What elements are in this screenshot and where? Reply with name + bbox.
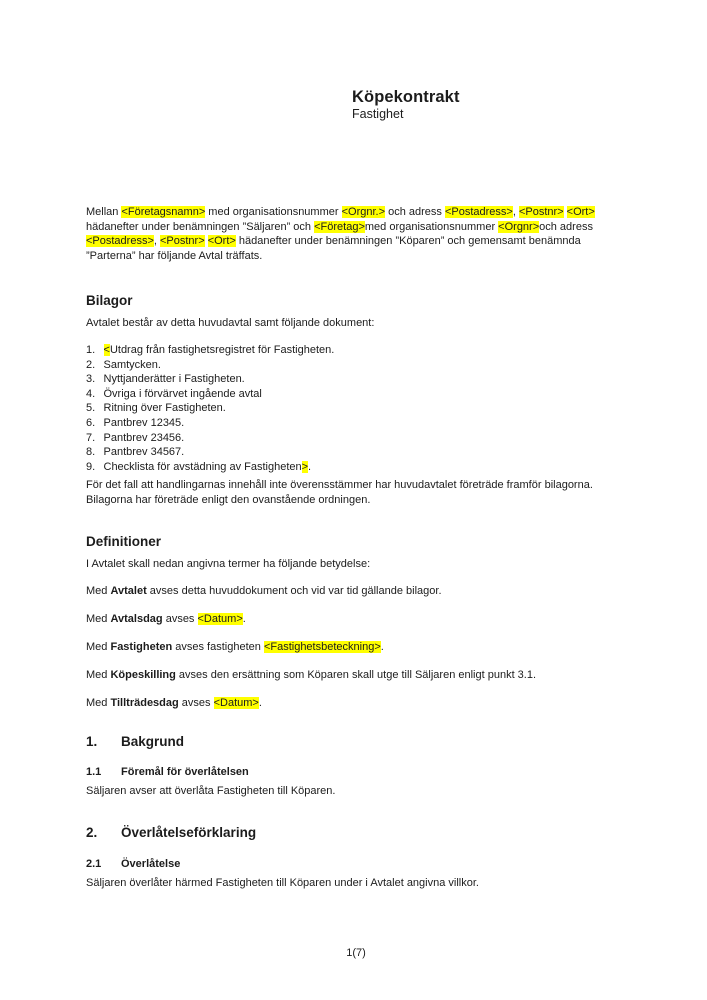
attachment-text: Övriga i förvärvet ingående avtal: [103, 387, 262, 400]
document-subtitle: Fastighet: [352, 107, 404, 121]
definition-entry: Med Avtalsdag avses <Datum>.: [86, 613, 246, 626]
highlighted-placeholder: <Postnr>: [160, 235, 205, 248]
highlighted-placeholder: <Företagsnamn>: [121, 206, 206, 218]
highlighted-placeholder: <Ort>: [207, 235, 236, 248]
document-title: Köpekontrakt: [352, 88, 460, 106]
attachment-list: [86, 343, 626, 474]
attachment-item: [86, 343, 626, 358]
attachment-number: 6.: [86, 416, 96, 429]
section-heading-bakgrund: [86, 734, 626, 751]
definitioner-lead: I Avtalet skall nedan angivna termer ha följande betydelse:: [86, 557, 371, 570]
attachment-item: [86, 372, 626, 387]
attachment-text: Pantbrev 12345.: [103, 416, 185, 429]
subsection-heading-foremal: [86, 765, 626, 779]
attachment-item: [86, 416, 626, 431]
attachment-number: 7.: [86, 431, 96, 444]
attachment-number: 1.: [86, 343, 96, 356]
highlighted-placeholder: <Orgnr>: [498, 220, 540, 233]
page-number: 1(7): [346, 947, 366, 959]
bilagor-heading: Bilagor: [86, 293, 133, 309]
attachment-number: 9.: [86, 460, 96, 473]
subsection-title-text: Föremål för överlåtelsen: [121, 765, 249, 778]
highlighted-placeholder: <Postadress>: [444, 206, 513, 218]
attachment-text: Checklista för avstädning av Fastigheten>.: [103, 460, 312, 473]
section-number: 2.: [86, 825, 98, 841]
attachment-item: [86, 401, 626, 416]
subsection-title-text: Överlåtelse: [121, 857, 181, 870]
section-title-text: Bakgrund: [121, 734, 185, 750]
attachment-text: Ritning över Fastigheten.: [103, 402, 226, 415]
section-body: Säljaren avser att överlåta Fastigheten till Köparen.: [86, 784, 336, 797]
attachment-item: [86, 460, 626, 475]
attachment-number: 4.: [86, 387, 96, 400]
attachment-text: Nyttjanderätter i Fastigheten.: [103, 373, 245, 386]
attachment-text: <Utdrag från fastighetsregistret för Fastigheten.: [103, 343, 335, 356]
definition-entry: Med Fastigheten avses fastigheten <Fastighetsbeteckning>.: [86, 641, 384, 654]
bilagor-lead: Avtalet består av detta huvudavtal samt följande dokument:: [86, 317, 375, 330]
definition-entry: Med Köpeskilling avses den ersättning som Köparen skall utge till Säljaren enligt punkt 3.1.: [86, 669, 537, 682]
highlighted-placeholder: <Datum>: [213, 697, 259, 710]
attachment-item: [86, 387, 626, 402]
bilagor-note: För det fall att handlingarnas innehåll inte överensstämmer har huvudavtalet företräde framför bilagorna. Bilagorna har företräde enligt den ovanstående ordningen.: [86, 479, 593, 506]
document-content: [86, 88, 626, 890]
section-heading-overlatelseforklaring: [86, 825, 626, 842]
attachment-text: Samtycken.: [103, 358, 161, 371]
subsection-number: 2.1: [86, 857, 102, 870]
definitions-list: [86, 584, 626, 711]
highlighted-placeholder: <Postnr>: [518, 206, 564, 218]
highlighted-placeholder: <Företag>: [314, 220, 365, 233]
attachment-item: [86, 445, 626, 460]
section-body: Säljaren överlåter härmed Fastigheten till Köparen under i Avtalet angivna villkor.: [86, 876, 479, 889]
definitioner-heading: Definitioner: [86, 533, 162, 549]
definition-entry: Med Tillträdesdag avses <Datum>.: [86, 697, 262, 710]
highlighted-placeholder: <Fastighetsbeteckning>: [263, 641, 381, 654]
attachment-text: Pantbrev 34567.: [103, 446, 185, 459]
section-number: 1.: [86, 734, 98, 750]
attachment-number: 2.: [86, 358, 96, 371]
attachment-item: [86, 358, 626, 373]
attachment-text: Pantbrev 23456.: [103, 431, 185, 444]
definition-entry: Med Avtalet avses detta huvuddokument och vid var tid gällande bilagor.: [86, 585, 442, 598]
subsection-number: 1.1: [86, 765, 102, 778]
intro-paragraph: Mellan <Företagsnamn> med organisationsnummer <Orgnr.> och adress <Postadress>, <Postnr> <Ort> hädanefter under benämningen ”Säljaren” och <Företag>med organisationsnummer <Orgnr>och adress <Postadress>, <Postnr> <Ort> hädanefter under benämningen ”Köparen” och gemensamt benämnda ”Parterna” har följande Avtal träffats.: [86, 206, 595, 262]
attachment-number: 5.: [86, 402, 96, 415]
highlighted-placeholder: <Datum>: [197, 613, 243, 626]
highlighted-placeholder: <Postadress>: [86, 235, 154, 248]
highlighted-placeholder: <Ort>: [566, 206, 595, 218]
attachment-number: 8.: [86, 446, 96, 459]
highlighted-placeholder: <Orgnr.>: [341, 206, 386, 218]
attachment-item: [86, 431, 626, 446]
highlighted-placeholder: >: [301, 460, 309, 473]
highlighted-placeholder: <: [103, 343, 110, 356]
subsection-heading-overlatelse: [86, 857, 626, 871]
title-block: [352, 88, 626, 122]
attachment-number: 3.: [86, 373, 96, 386]
section-title-text: Överlåtelseförklaring: [121, 825, 257, 841]
